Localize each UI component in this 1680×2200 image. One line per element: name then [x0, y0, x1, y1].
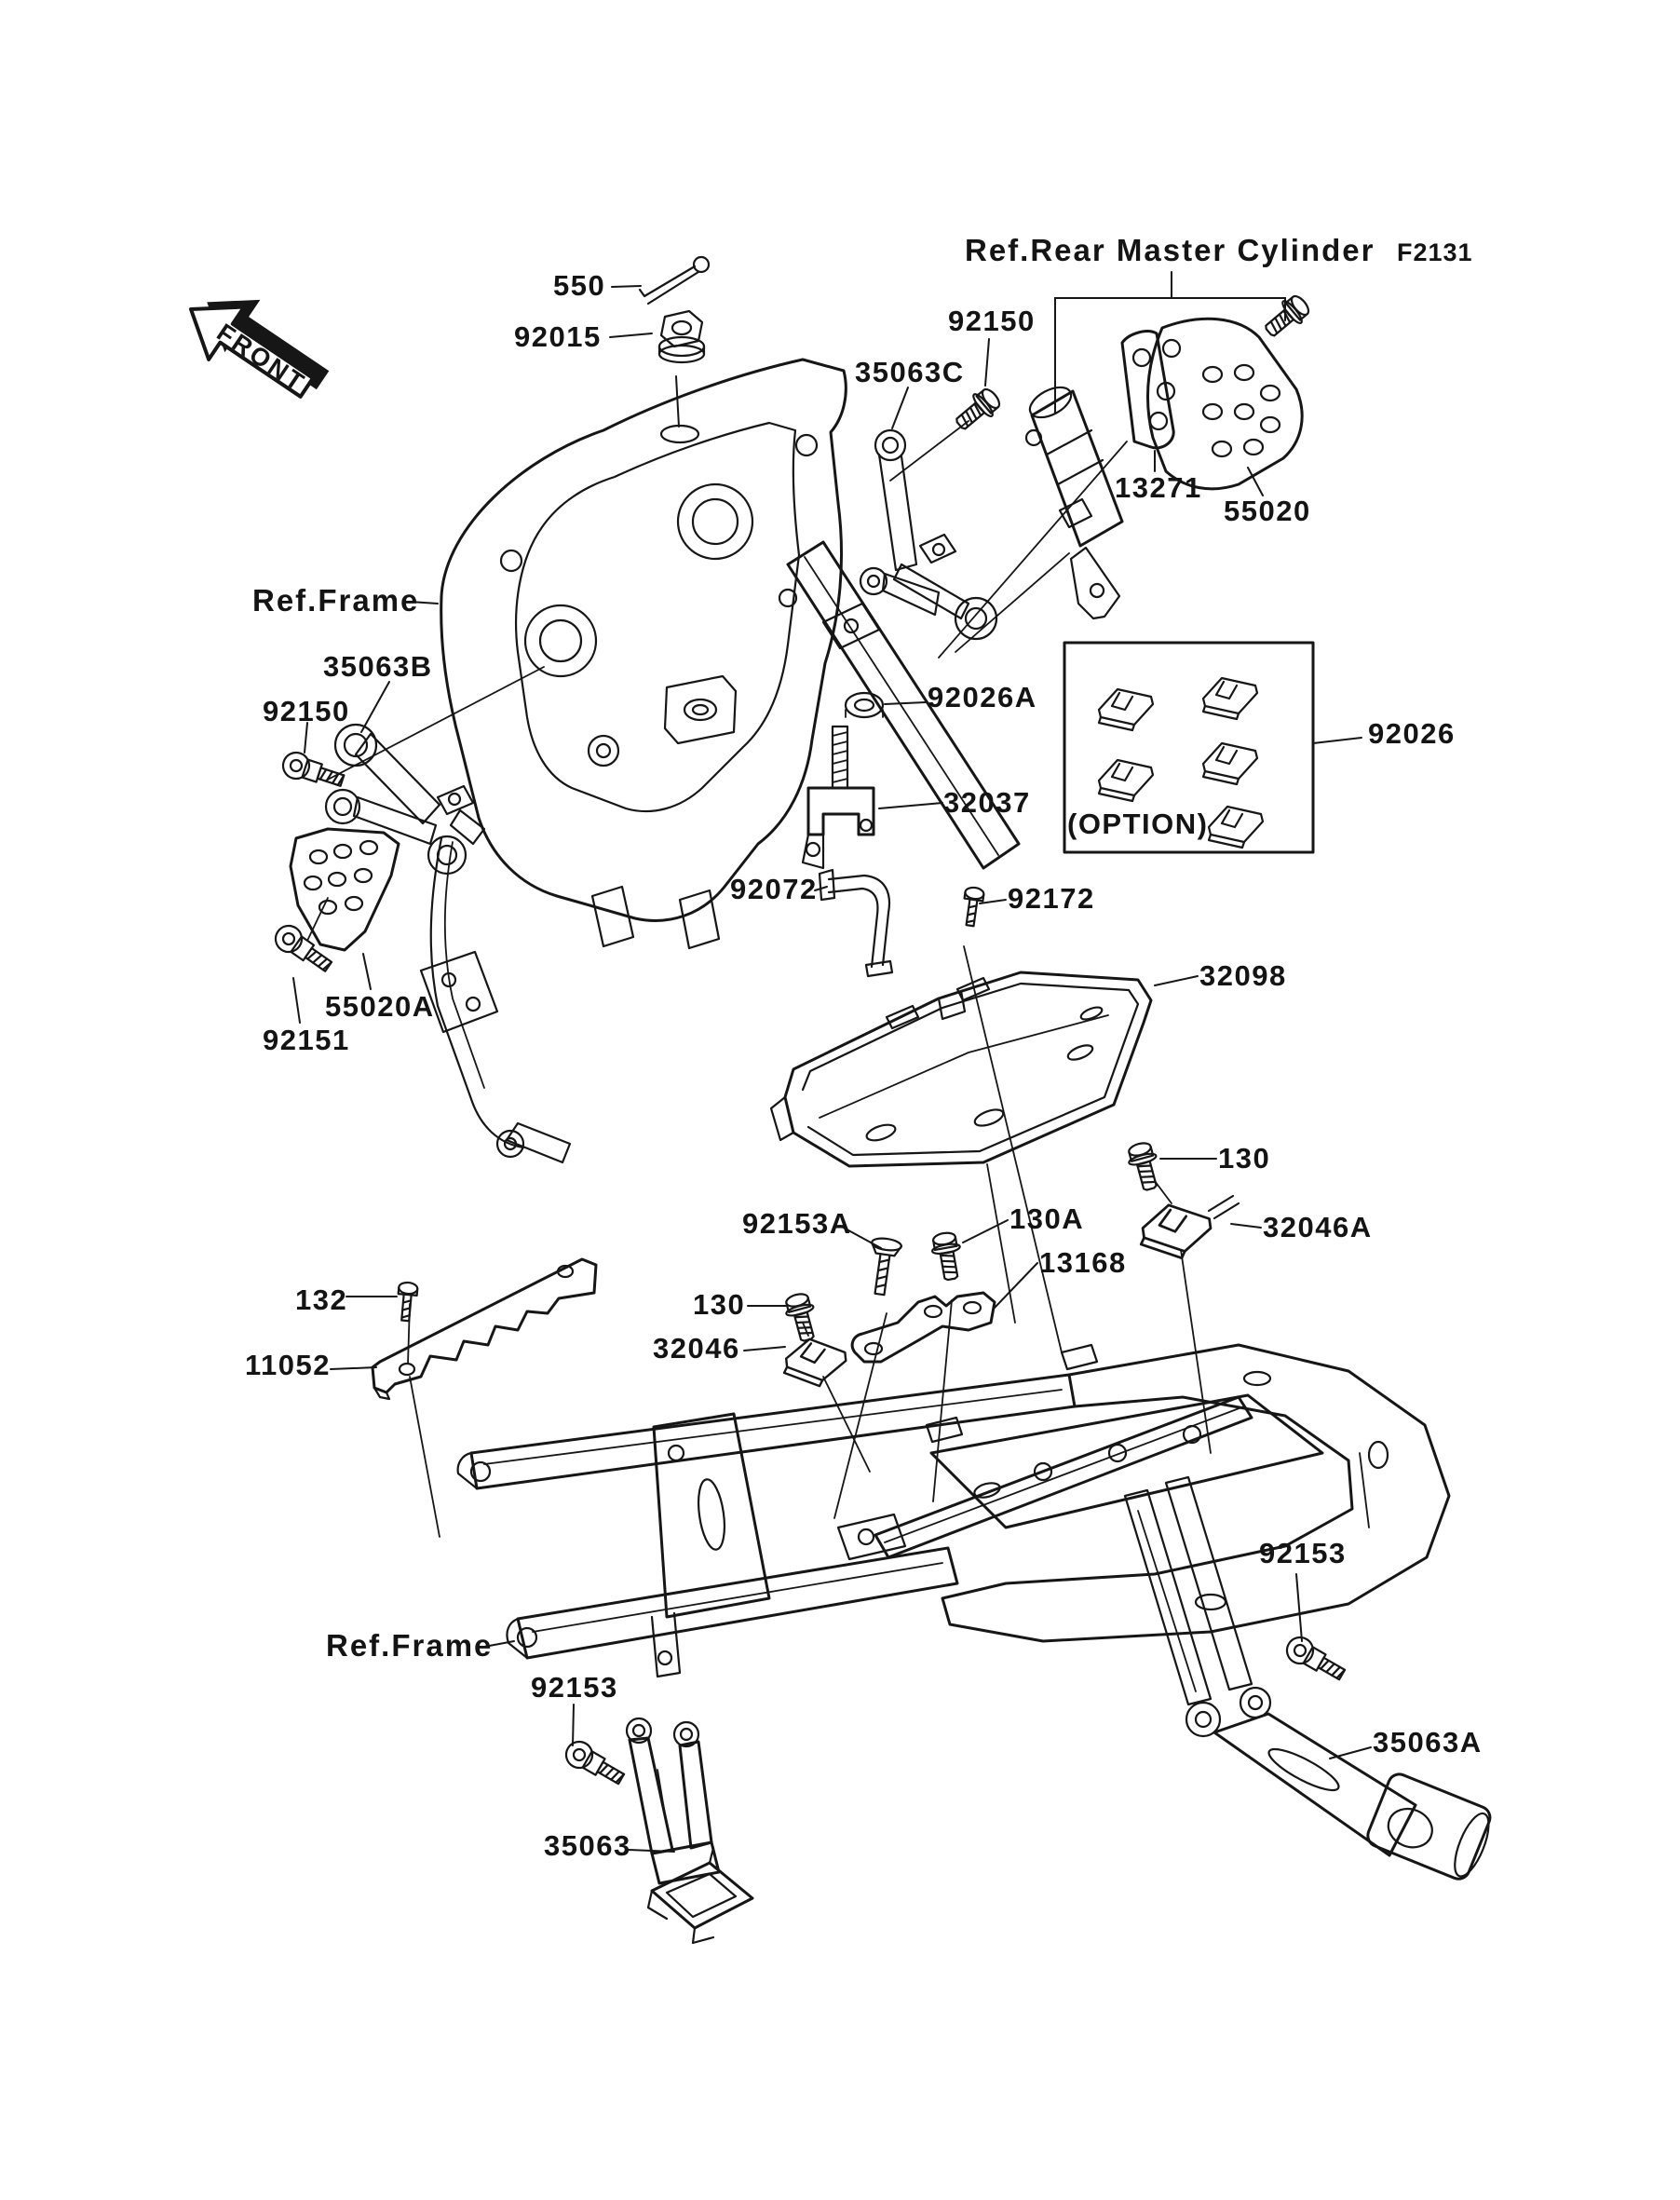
clip-32046-sketch	[783, 1337, 848, 1390]
callout-35063A: 35063A	[1373, 1726, 1483, 1759]
leader-lines	[305, 286, 1371, 1852]
ref-frame-lower: Ref.Frame	[326, 1628, 494, 1663]
screw-92172-sketch	[961, 887, 985, 927]
callout-130-right: 130	[1218, 1142, 1271, 1175]
stud-32037-sketch	[803, 727, 874, 868]
callout-92072: 92072	[730, 873, 818, 905]
callout-35063: 35063	[544, 1829, 631, 1862]
callout-92150-left: 92150	[263, 695, 350, 727]
callout-32046: 32046	[653, 1332, 740, 1365]
flange-nut-92015-sketch	[659, 311, 704, 362]
callout-92150-top: 92150	[948, 305, 1036, 337]
front-arrow-label: FRONT	[211, 318, 311, 398]
stay-35063-sketch	[627, 1718, 752, 1943]
callout-13168: 13168	[1039, 1246, 1127, 1279]
axis-130-left	[803, 1323, 870, 1472]
callout-132: 132	[295, 1283, 348, 1316]
callout-92026: 92026	[1368, 717, 1456, 750]
bolt-92153-right-sketch	[1282, 1633, 1348, 1686]
strap-92072-sketch	[820, 870, 892, 976]
callout-35063C: 35063C	[855, 356, 965, 388]
screw-92153A-sketch	[865, 1237, 902, 1297]
callout-92153A: 92153A	[742, 1207, 852, 1240]
bolt-130A-sketch	[929, 1230, 965, 1281]
callout-11052: 11052	[245, 1349, 331, 1381]
stay-35063B-sketch	[326, 667, 544, 874]
heel-guard-55020-sketch	[1148, 319, 1303, 496]
bracket-13168-sketch	[852, 1293, 995, 1362]
callout-13271: 13271	[1115, 471, 1202, 504]
frame-front-sketch	[421, 356, 1019, 1162]
front-arrow-icon	[173, 271, 341, 419]
callout-55020: 55020	[1224, 495, 1311, 527]
leader-92151	[293, 978, 300, 1023]
callout-32098: 32098	[1199, 959, 1287, 992]
leader-92153-bottom-left	[573, 1704, 574, 1745]
callout-92015: 92015	[514, 320, 602, 353]
callout-92153-bottom-left: 92153	[531, 1671, 618, 1704]
figure-code: F2131	[1397, 238, 1473, 266]
ref-frame-upper: Ref.Frame	[252, 583, 420, 618]
guard-55020A-sketch	[291, 829, 399, 989]
callout-92153-right: 92153	[1259, 1537, 1347, 1569]
bolt-130-left-sketch	[782, 1291, 821, 1343]
bolt-92151-sketch	[271, 921, 336, 978]
bolt-axis-92150-top	[890, 421, 969, 481]
callout-55020A: 55020A	[325, 990, 435, 1023]
callout-92151: 92151	[263, 1024, 350, 1056]
option-label: (OPTION)	[1067, 808, 1209, 840]
ref-rear-master-cylinder: Ref.Rear Master Cylinder	[965, 233, 1375, 267]
axes-center-fittings	[834, 1300, 952, 1518]
callout-32037: 32037	[943, 786, 1031, 819]
bracket-35063C-sketch	[860, 430, 1127, 658]
callout-92026A: 92026A	[928, 681, 1037, 713]
callout-130-left: 130	[693, 1288, 746, 1321]
cotter-pin-550-sketch	[640, 257, 709, 304]
leader-92153-right	[1296, 1574, 1302, 1641]
clip-32046A-sketch	[1140, 1196, 1239, 1261]
plate-11052-sketch	[373, 1259, 596, 1399]
callout-35063B: 35063B	[323, 650, 433, 683]
callout-92172: 92172	[1008, 882, 1095, 915]
callout-130A: 130A	[1009, 1202, 1085, 1235]
bolt-92153-bottom-left-sketch	[562, 1737, 628, 1790]
screw-132-sketch	[396, 1282, 417, 1322]
bolt-92150-left-sketch	[279, 749, 345, 793]
callout-32046A: 32046A	[1263, 1211, 1373, 1243]
callout-550: 550	[553, 269, 606, 302]
